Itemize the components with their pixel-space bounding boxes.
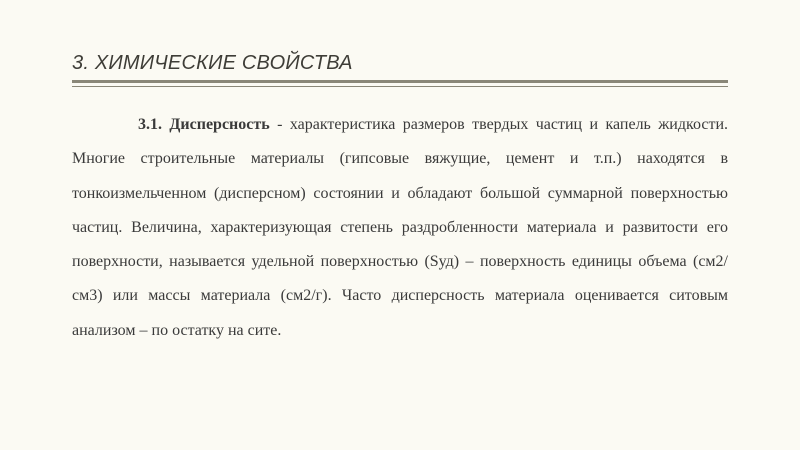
term-label: 3.1. Дисперсность [138,116,270,133]
body-paragraph [72,108,728,348]
title-underline-thick [72,80,728,83]
title-underline-thin [72,86,728,87]
definition-text: характеристика размеров твердых частиц и капель жидкости. Многие строительные материалы (гипсовые вяжущие, цемент и т.п.) находятся в тонкоизмельченном (дисперсном) состоянии и обладают большой суммарной поверхностью частиц. Величина, характеризующая степень раздробленности материала и развитости его поверхности, называется удельной поверхностью (Sуд) – поверхность единицы объема (см2/см3) или массы материала (см2/г). Часто дисперсность материала оценивается ситовым анализом – по остатку на сите. [72,116,729,339]
slide-title: 3. ХИМИЧЕСКИЕ СВОЙСТВА [72,52,353,74]
term-separator: - [269,116,290,133]
